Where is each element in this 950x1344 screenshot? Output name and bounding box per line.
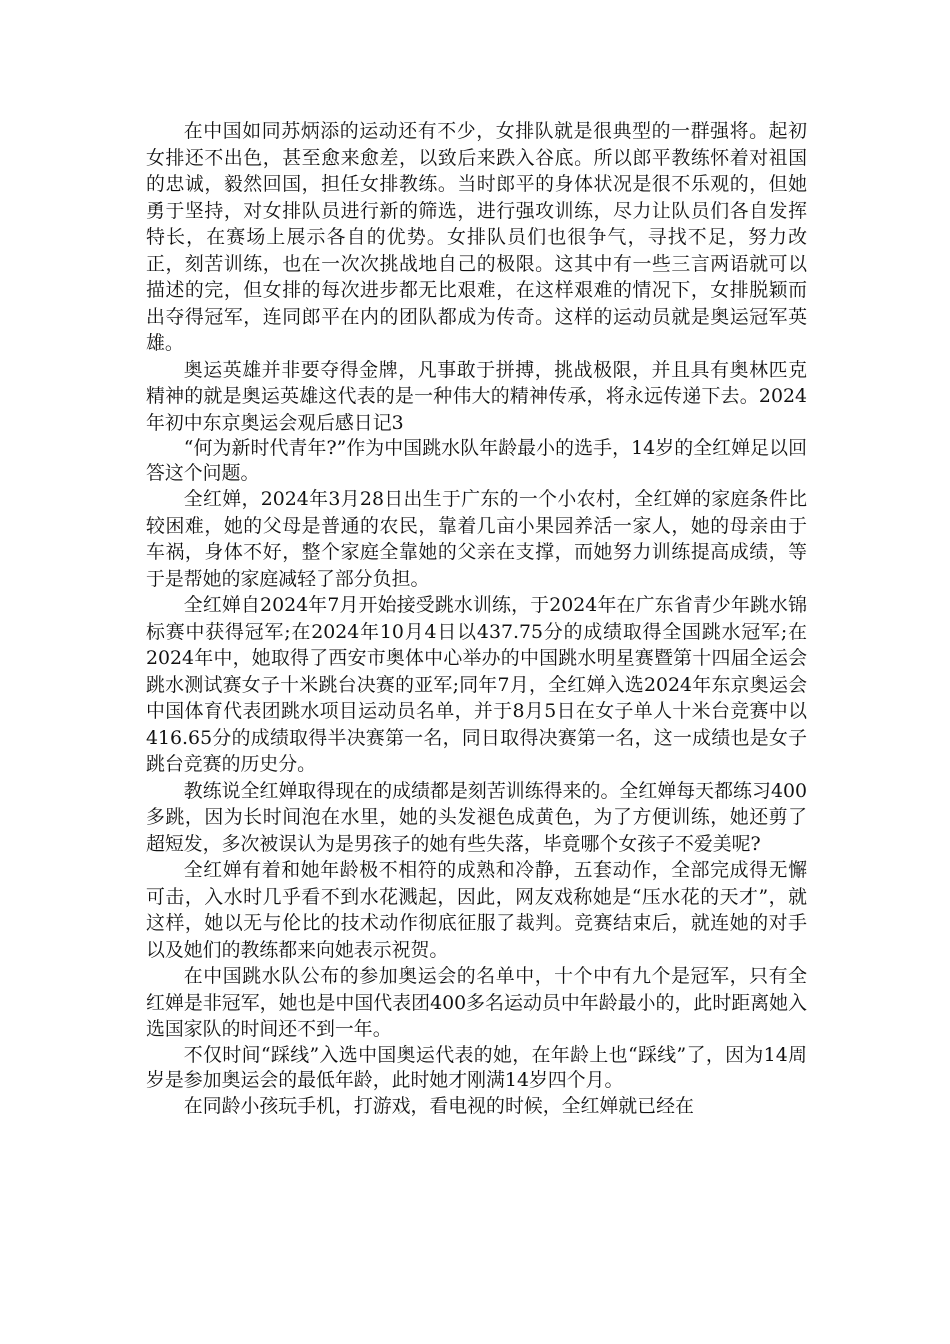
paragraph-performance: 全红婵有着和她年龄极不相符的成熟和冷静，五套动作，全部完成得无懈可击，入水时几乎看不到水花溅起，因此，网友戏称她是“压水花的天才”，就这样，她以无与伦比的技术动作彻底征服了裁判。竞赛结束后，就连她的对手以及她们的教练都来向她表示祝贺。: [146, 859, 807, 961]
paragraph-training: 教练说全红婵取得现在的成绩都是刻苦训练得来的。全红婵每天都练习400多跳，因为长时间泡在水里，她的头发褪色成黄色，为了方便训练，她还剪了超短发，多次被误认为是男孩子的她有些失落，毕竟哪个女孩子不爱美呢?: [146, 779, 807, 855]
paragraph-new-era-youth: “何为新时代青年?”作为中国跳水队年龄最小的选手，14岁的全红婵足以回答这个问题。: [146, 437, 807, 484]
paragraph-olympic-heroes: 奥运英雄并非要夺得金牌，凡事敢于拼搏，挑战极限，并且具有奥林匹克精神的就是奥运英雄这代表的是一种伟大的精神传承，将永远传递下去。2024年初中东京奥运会观后感日记3: [146, 358, 807, 434]
document-page: [146, 118, 807, 1119]
paragraph-peers: 在同龄小孩玩手机，打游戏，看电视的时候，全红婵就已经在: [183, 1094, 694, 1117]
paragraph-background: 全红婵，2024年3月28日出生于广东的一个小农村，全红婵的家庭条件比较困难，她的父母是普通的农民，靠着几亩小果园养活一家人，她的母亲由于车祸，身体不好，整个家庭全靠她的父亲在支撑，而她努力训练提高成绩，等于是帮她的家庭减轻了部分负担。: [146, 488, 807, 590]
paragraph-women-volleyball: 在中国如同苏炳添的运动还有不少，女排队就是很典型的一群强将。起初女排还不出色，甚至愈来愈差，以致后来跌入谷底。所以郎平教练怀着对祖国的忠诚，毅然回国，担任女排教练。当时郎平的身体状况是很不乐观的，但她勇于坚持，对女排队员进行新的筛选，进行强攻训练，尽力让队员们各自发挥特长，在赛场上展示各自的优势。女排队员们也很争气，寻找不足，努力改正，刻苦训练，也在一次次挑战地自己的极限。这其中有一些三言两语就可以描述的完，但女排的每次进步都无比艰难，在这样艰难的情况下，女排脱颖而出夺得冠军，连同郎平在内的团队都成为传奇。这样的运动员就是奥运冠军英雄。: [146, 120, 807, 354]
paragraph-age-line: 不仅时间“踩线”入选中国奥运代表的她，在年龄上也“踩线”了，因为14周岁是参加奥运会的最低年龄，此时她才刚满14岁四个月。: [146, 1043, 807, 1091]
paragraph-achievements: 全红婵自2024年7月开始接受跳水训练，于2024年在广东省青少年跳水锦标赛中获得冠军;在2024年10月4日以437.75分的成绩取得全国跳水冠军;在2024年中，她取得了西安市奥体中心举办的中国跳水明星赛暨第十四届全运会跳水测试赛女子十米跳台决赛的亚军;同年7月，全红婵入选2024年东京奥运会中国体育代表团跳水项目运动员名单，并于8月5日在女子单人十米台竞赛中以416.65分的成绩取得半决赛第一名，同日取得决赛第一名，这一成绩也是女子跳台竞赛的历史分。: [146, 594, 807, 775]
paragraph-team-list: 在中国跳水队公布的参加奥运会的名单中，十个中有九个是冠军，只有全红婵是非冠军，她也是中国代表团400多名运动员中年龄最小的，此时距离她入选国家队的时间还不到一年。: [146, 965, 807, 1040]
